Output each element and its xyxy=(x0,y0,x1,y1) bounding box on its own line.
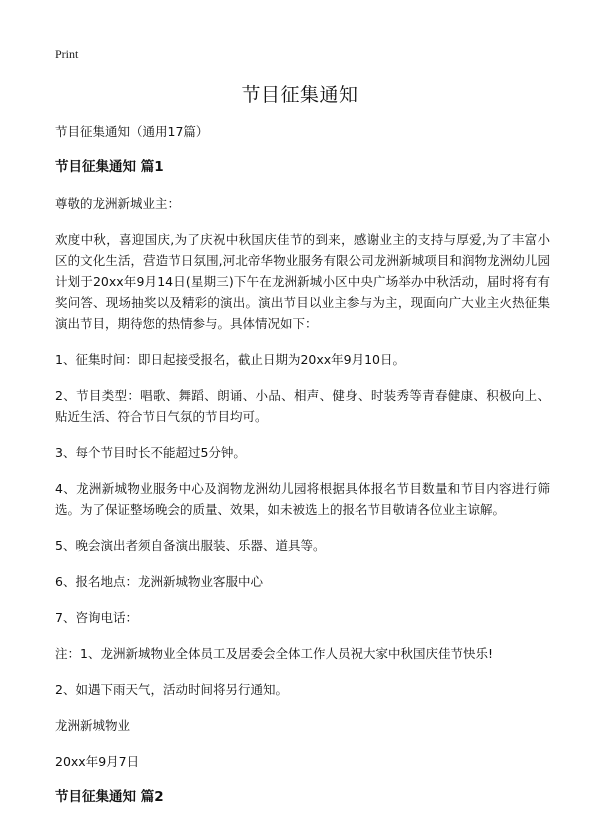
list-item: 6、报名地点：龙洲新城物业客服中心 xyxy=(55,574,263,589)
list-item: 1、征集时间：即日起接受报名，截止日期为20xx年9月10日。 xyxy=(55,352,406,367)
document-subtitle: 节目征集通知（通用17篇） xyxy=(55,124,209,139)
note-2: 2、如遇下雨天气，活动时间将另行通知。 xyxy=(55,682,288,697)
list-item: 5、晚会演出者须自备演出服装、乐器、道具等。 xyxy=(55,538,326,553)
intro-paragraph: 欢度中秋，喜迎国庆,为了庆祝中秋国庆佳节的到来，感谢业主的支持与厚爱,为了丰富小区的文化生活，营造节日氛围,河北帝华物业服务有限公司龙洲新城项目和润物龙洲幼儿园计划于20xx年9月14日(星期三)下午在龙洲新城小区中央广场举办中秋活动，届时将有有奖问答、现场抽奖以及精彩的演出。演出节目以业主参与为主，现面向广大业主火热征集演出节目，期待您的热情参与。具体情况如下： xyxy=(55,232,550,331)
note-1: 注：1、龙洲新城物业全体员工及居委会全体工作人员祝大家中秋国庆佳节快乐! xyxy=(55,646,493,661)
section-heading-1: 节目征集通知 篇1 xyxy=(55,159,164,175)
page-title: 节目征集通知 xyxy=(241,84,359,106)
document-body xyxy=(55,121,550,823)
greeting: 尊敬的龙洲新城业主： xyxy=(55,196,181,211)
date: 20xx年9月7日 xyxy=(55,754,140,769)
list-item: 3、每个节目时长不能超过5分钟。 xyxy=(55,445,246,460)
list-item: 4、龙洲新城物业服务中心及润物龙洲幼儿园将根据具体报名节目数量和节目内容进行筛选。为了保证整场晚会的质量、效果，如未被选上的报名节目敬请各位业主谅解。 xyxy=(55,481,550,517)
signature: 龙洲新城物业 xyxy=(55,718,131,733)
list-item: 2、节目类型：唱歌、舞蹈、朗诵、小品、相声、健身、时装秀等青春健康、积极向上、贴近生活、符合节日气氛的节目均可。 xyxy=(55,388,550,424)
print-label: Print xyxy=(55,47,79,61)
section-heading-2: 节目征集通知 篇2 xyxy=(55,789,164,805)
list-item: 7、咨询电话： xyxy=(55,610,138,625)
